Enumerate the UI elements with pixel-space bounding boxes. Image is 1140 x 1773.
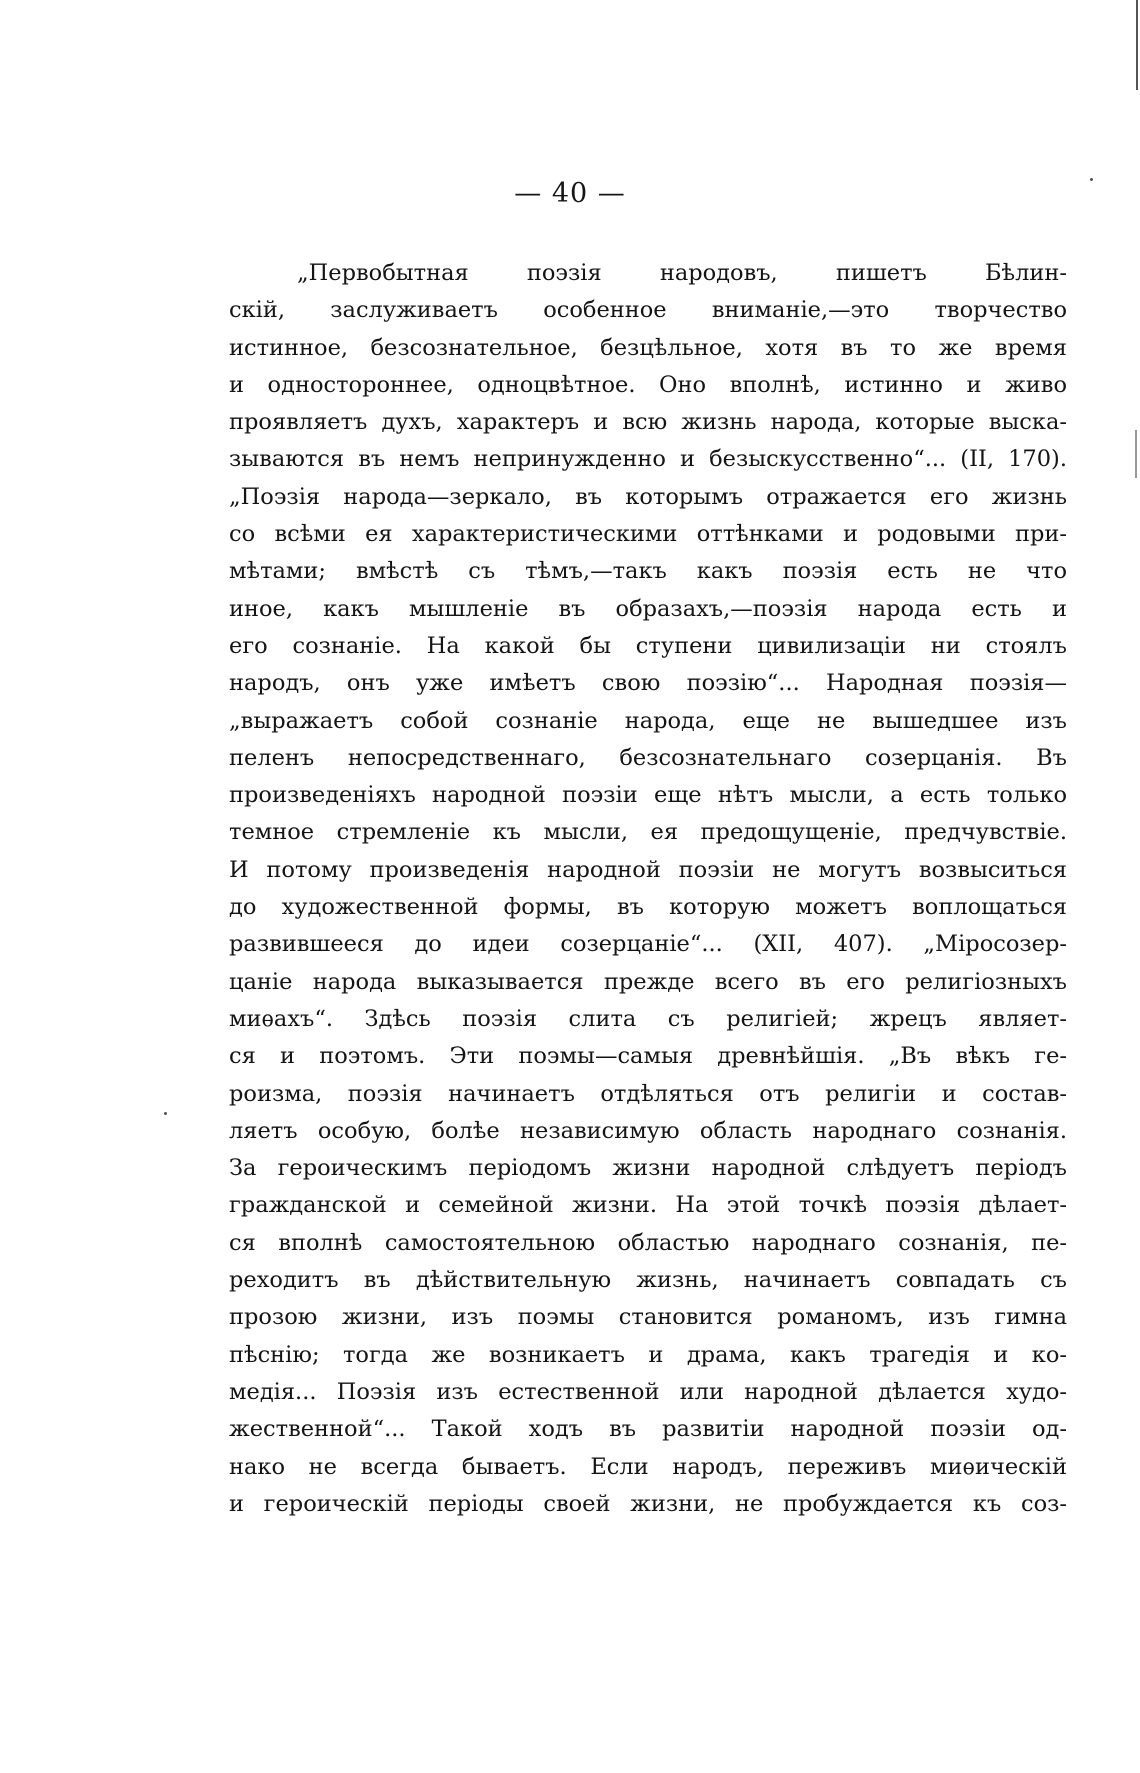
text-line: и героическій періоды своей жизни, не пробуждается къ соз- <box>229 1490 1067 1517</box>
edge-scan-mark <box>1135 430 1137 478</box>
text-line: „Первобытная поэзія народовъ, пишетъ Бѣлин- <box>297 260 1067 286</box>
text-line: со всѣми ея характеристическими оттѣнками и родовыми при- <box>229 521 1067 548</box>
text-line: его сознаніе. На какой бы ступени цивилизаціи ни стоялъ <box>229 632 1067 659</box>
text-line: мѣтами; вмѣстѣ съ тѣмъ,—такъ какъ поэзія есть не что <box>229 558 1067 585</box>
text-line: „Поэзія народа—зеркало, въ которымъ отражается его жизнь <box>229 483 1067 510</box>
text-line: „выражаетъ собой сознаніе народа, еще не вышедшее изъ <box>229 707 1067 734</box>
scan-speck <box>164 1112 167 1115</box>
text-line: гражданской и семейной жизни. На этой точкѣ поэзія дѣлает- <box>229 1192 1067 1219</box>
text-line: до художественной формы, въ которую можетъ воплощаться <box>229 894 1067 921</box>
page-number: — 40 — <box>514 178 626 209</box>
text-line: ся и поэтомъ. Эти поэмы—самыя древнѣйшія. „Въ вѣкъ ге- <box>229 1043 1067 1070</box>
text-line: пѣснію; тогда же возникаетъ и драма, какъ трагедія и ко- <box>229 1341 1067 1368</box>
body-text <box>229 255 1067 1523</box>
text-line: И потому произведенія народной поэзіи не могутъ возвыситься <box>229 856 1067 883</box>
text-line: развившееся до идеи созерцаніе“... (XII, 407). „Міросозер- <box>229 931 1067 958</box>
text-line: реходитъ въ дѣйствительную жизнь, начинаетъ совпадать съ <box>229 1267 1067 1294</box>
text-line: цаніе народа выказывается прежде всего въ его религіозныхъ <box>229 968 1067 995</box>
text-line: проявляетъ духъ, характеръ и всю жизнь народа, которые выска- <box>229 409 1067 436</box>
text-line: и одностороннее, одноцвѣтное. Оно вполнѣ, истинно и живо <box>229 371 1067 398</box>
text-line: иное, какъ мышленіе въ образахъ,—поэзія народа есть и <box>229 595 1067 622</box>
text-line: миѳахъ“. Здѣсь поэзія слита съ религіей; жрецъ являет- <box>229 1005 1067 1032</box>
text-line: ся вполнѣ самостоятельною областью народнаго сознанія, пе- <box>229 1229 1067 1256</box>
edge-scan-line <box>1136 0 1138 90</box>
text-line: роизма, поэзія начинаетъ отдѣляться отъ религіи и состав- <box>229 1080 1067 1107</box>
text-line: жественной“... Такой ходъ въ развитіи народной поэзіи од- <box>229 1416 1067 1443</box>
text-line: произведеніяхъ народной поэзіи еще нѣтъ мысли, а есть только <box>229 782 1067 809</box>
text-line: медія... Поэзія изъ естественной или народной дѣлается худо- <box>229 1378 1067 1405</box>
text-line: ляетъ особую, болѣе независимую область народнаго сознанія. <box>229 1117 1067 1144</box>
text-line: истинное, безсознательное, безцѣльное, хотя въ то же время <box>229 334 1067 361</box>
text-line: нако не всегда бываетъ. Если народъ, переживъ миѳическій <box>229 1453 1067 1480</box>
text-line: прозою жизни, изъ поэмы становится романомъ, изъ гимна <box>229 1304 1067 1331</box>
text-line: скій, заслуживаетъ особенное вниманіе,—это творчество <box>229 297 1067 324</box>
text-line: пеленъ непосредственнаго, безсознательнаго созерцанія. Въ <box>229 744 1067 771</box>
text-line: народъ, онъ уже имѣетъ свою поэзію“... Народная поэзія— <box>229 670 1067 697</box>
text-line: За героическимъ періодомъ жизни народной слѣдуетъ періодъ <box>229 1155 1067 1182</box>
text-line: зываются въ немъ непринужденно и безыскусственно“... (II, 170). <box>229 446 1067 473</box>
text-line: темное стремленіе къ мысли, ея предощущеніе, предчувствіе. <box>229 819 1067 846</box>
